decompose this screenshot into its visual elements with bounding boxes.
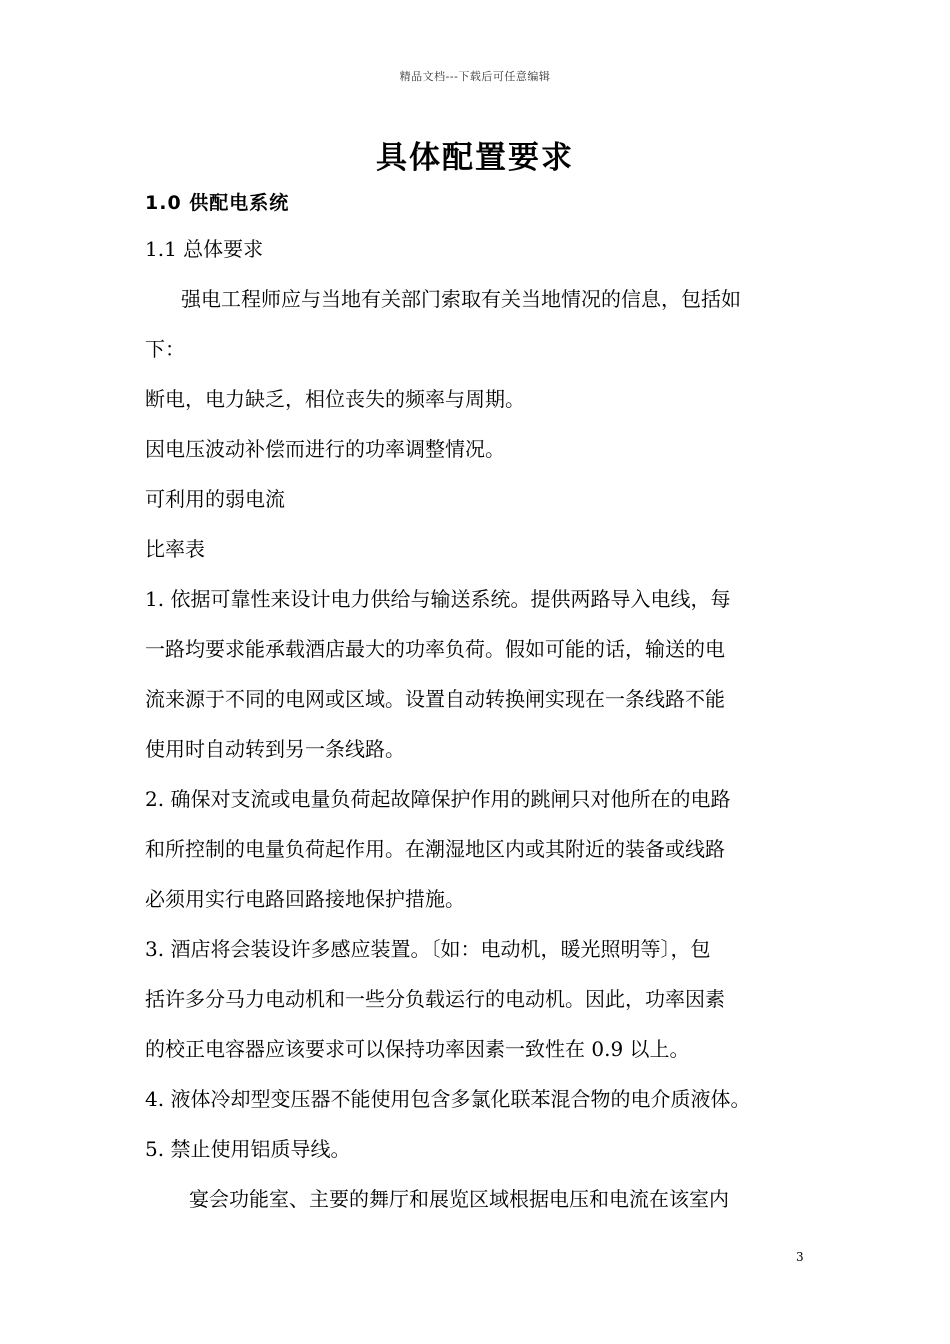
subsection-heading: 1.1 总体要求 <box>145 237 264 261</box>
numbered-item-line: 必须用实行电路回路接地保护措施。 <box>145 887 465 911</box>
list-item: 因电压波动补偿而进行的功率调整情况。 <box>145 437 505 461</box>
numbered-item-line: 1. 依据可靠性来设计电力供给与输送系统。提供两路导入电线，每 <box>145 587 731 611</box>
document-body <box>145 230 807 1230</box>
paragraph-line: 宴会功能室、主要的舞厅和展览区域根据电压和电流在该室内 <box>189 1187 729 1211</box>
document-title: 具体配置要求 <box>376 140 574 176</box>
page-number: 3 <box>796 1250 804 1264</box>
numbered-item-line: 括许多分马力电动机和一些分负载运行的电动机。因此，功率因素 <box>145 987 725 1011</box>
numbered-item-line: 5. 禁止使用铝质导线。 <box>145 1137 351 1161</box>
numbered-item-line: 3. 酒店将会装设许多感应装置。〔如：电动机，暖光照明等〕，包 <box>145 937 711 961</box>
numbered-item-line: 使用时自动转到另一条线路。 <box>145 737 405 761</box>
paragraph-line: 强电工程师应与当地有关部门索取有关当地情况的信息，包括如 <box>181 287 741 311</box>
section-heading: 1.0 供配电系统 <box>145 192 290 214</box>
numbered-item-line: 4. 液体冷却型变压器不能使用包含多氯化联苯混合物的电介质液体。 <box>145 1087 751 1111</box>
list-item: 断电，电力缺乏，相位丧失的频率与周期。 <box>145 387 525 411</box>
numbered-item-line: 流来源于不同的电网或区域。设置自动转换闸实现在一条线路不能 <box>145 687 725 711</box>
list-item: 可利用的弱电流 <box>145 487 285 511</box>
numbered-item-line: 一路均要求能承载酒店最大的功率负荷。假如可能的话，输送的电 <box>145 637 725 661</box>
paragraph-line: 下： <box>145 337 185 361</box>
numbered-item-line: 2. 确保对支流或电量负荷起故障保护作用的跳闸只对他所在的电路 <box>145 787 731 811</box>
numbered-item-line: 的校正电容器应该要求可以保持功率因素一致性在 0.9 以上。 <box>145 1037 690 1061</box>
header-note: 精品文档---下载后可任意编辑 <box>399 70 551 83</box>
list-item: 比率表 <box>145 537 205 561</box>
numbered-item-line: 和所控制的电量负荷起作用。在潮湿地区内或其附近的装备或线路 <box>145 837 725 861</box>
